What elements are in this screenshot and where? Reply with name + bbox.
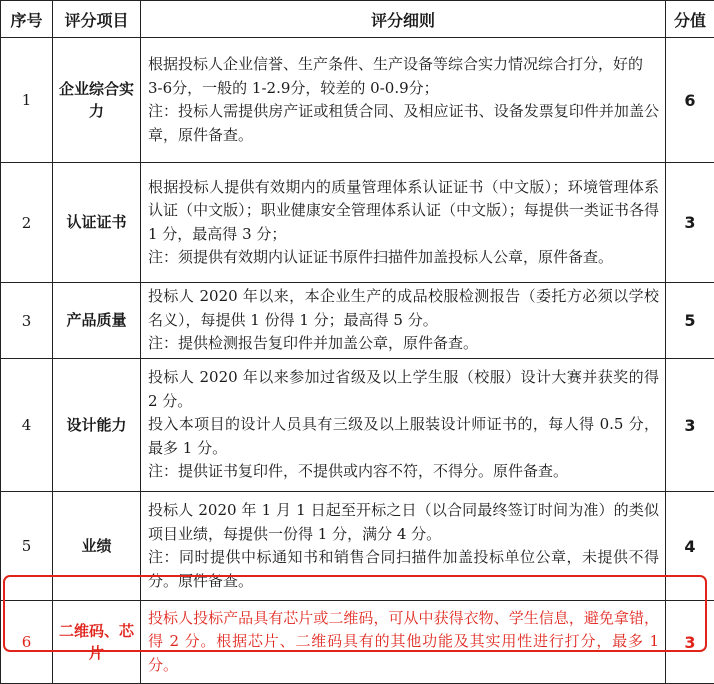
detail-line: 根据投标人企业信誉、生产条件、生产设备等综合实力情况综合打分，好的 bbox=[148, 53, 659, 77]
row-no: 3 bbox=[1, 283, 53, 359]
row-no: 6 bbox=[1, 601, 53, 684]
row-item: 设计能力 bbox=[53, 359, 141, 492]
header-detail: 评分细则 bbox=[141, 1, 666, 38]
detail-line: 注：提供检测报告复印件并加盖公章，原件备查。 bbox=[148, 332, 659, 356]
detail-line: 3-6分，一般的 1-2.9分，较差的 0-0.9分； bbox=[148, 77, 659, 101]
detail-line: 投标人 2020 年以来参加过省级及以上学生服（校服）设计大赛并获奖的得 2 分。 bbox=[148, 366, 659, 413]
row-detail bbox=[141, 359, 666, 492]
row-score: 3 bbox=[666, 601, 714, 684]
header-item: 评分项目 bbox=[53, 1, 141, 38]
table-row bbox=[1, 359, 714, 492]
detail-line: 注：须提供有效期内认证证书原件扫描件加盖投标人公章，原件备查。 bbox=[148, 246, 659, 270]
table-row bbox=[1, 38, 714, 163]
detail-line: 注：提供证书复印件，不提供或内容不符，不得分。原件备查。 bbox=[148, 460, 659, 484]
row-detail bbox=[141, 283, 666, 359]
row-detail bbox=[141, 38, 666, 163]
detail-line: 投标人投标产品具有芯片或二维码，可从中获得衣物、学生信息，避免拿错，得 2 分。根据芯片、二维码具有的其他功能及其实用性进行打分，最多 1 分。 bbox=[148, 607, 659, 678]
row-detail bbox=[141, 163, 666, 283]
row-no: 1 bbox=[1, 38, 53, 163]
detail-line: 投入本项目的设计人员具有三级及以上服装设计师证书的，每人得 0.5 分，最多 1 分。 bbox=[148, 413, 659, 460]
row-item: 业绩 bbox=[53, 492, 141, 601]
row-item: 企业综合实力 bbox=[53, 38, 141, 163]
row-item: 二维码、芯片 bbox=[53, 601, 141, 684]
row-item: 认证证书 bbox=[53, 163, 141, 283]
detail-line: 投标人 2020 年以来，本企业生产的成品校服检测报告（委托方必须以学校名义），每提供 1 份得 1 分；最高得 5 分。 bbox=[148, 285, 659, 332]
header-score: 分值 bbox=[666, 1, 714, 38]
detail-line: 注：同时提供中标通知书和销售合同扫描件加盖投标单位公章，未提供不得分。原件备查。 bbox=[148, 546, 659, 593]
row-no: 4 bbox=[1, 359, 53, 492]
row-score: 6 bbox=[666, 38, 714, 163]
table-row bbox=[1, 163, 714, 283]
detail-line: 注：投标人需提供房产证或租赁合同、及相应证书、设备发票复印件并加盖公章，原件备查。 bbox=[148, 100, 659, 147]
highlight-box bbox=[3, 575, 707, 652]
detail-line: 投标人 2020 年 1 月 1 日起至开标之日（以合同最终签订时间为准）的类似项目业绩，每提供一份得 1 分，满分 4 分。 bbox=[148, 499, 659, 546]
row-no: 2 bbox=[1, 163, 53, 283]
row-score: 5 bbox=[666, 283, 714, 359]
header-no: 序号 bbox=[1, 1, 53, 38]
row-no: 5 bbox=[1, 492, 53, 601]
row-score: 4 bbox=[666, 492, 714, 601]
table-row bbox=[1, 283, 714, 359]
header-row bbox=[1, 1, 714, 38]
row-score: 3 bbox=[666, 163, 714, 283]
detail-line: 根据投标人提供有效期内的质量管理体系认证证书（中文版）；环境管理体系认证（中文版）；职业健康安全管理体系认证（中文版）；每提供一类证书各得 1 分，最高得 3 分； bbox=[148, 176, 659, 247]
row-item: 产品质量 bbox=[53, 283, 141, 359]
row-score: 3 bbox=[666, 359, 714, 492]
